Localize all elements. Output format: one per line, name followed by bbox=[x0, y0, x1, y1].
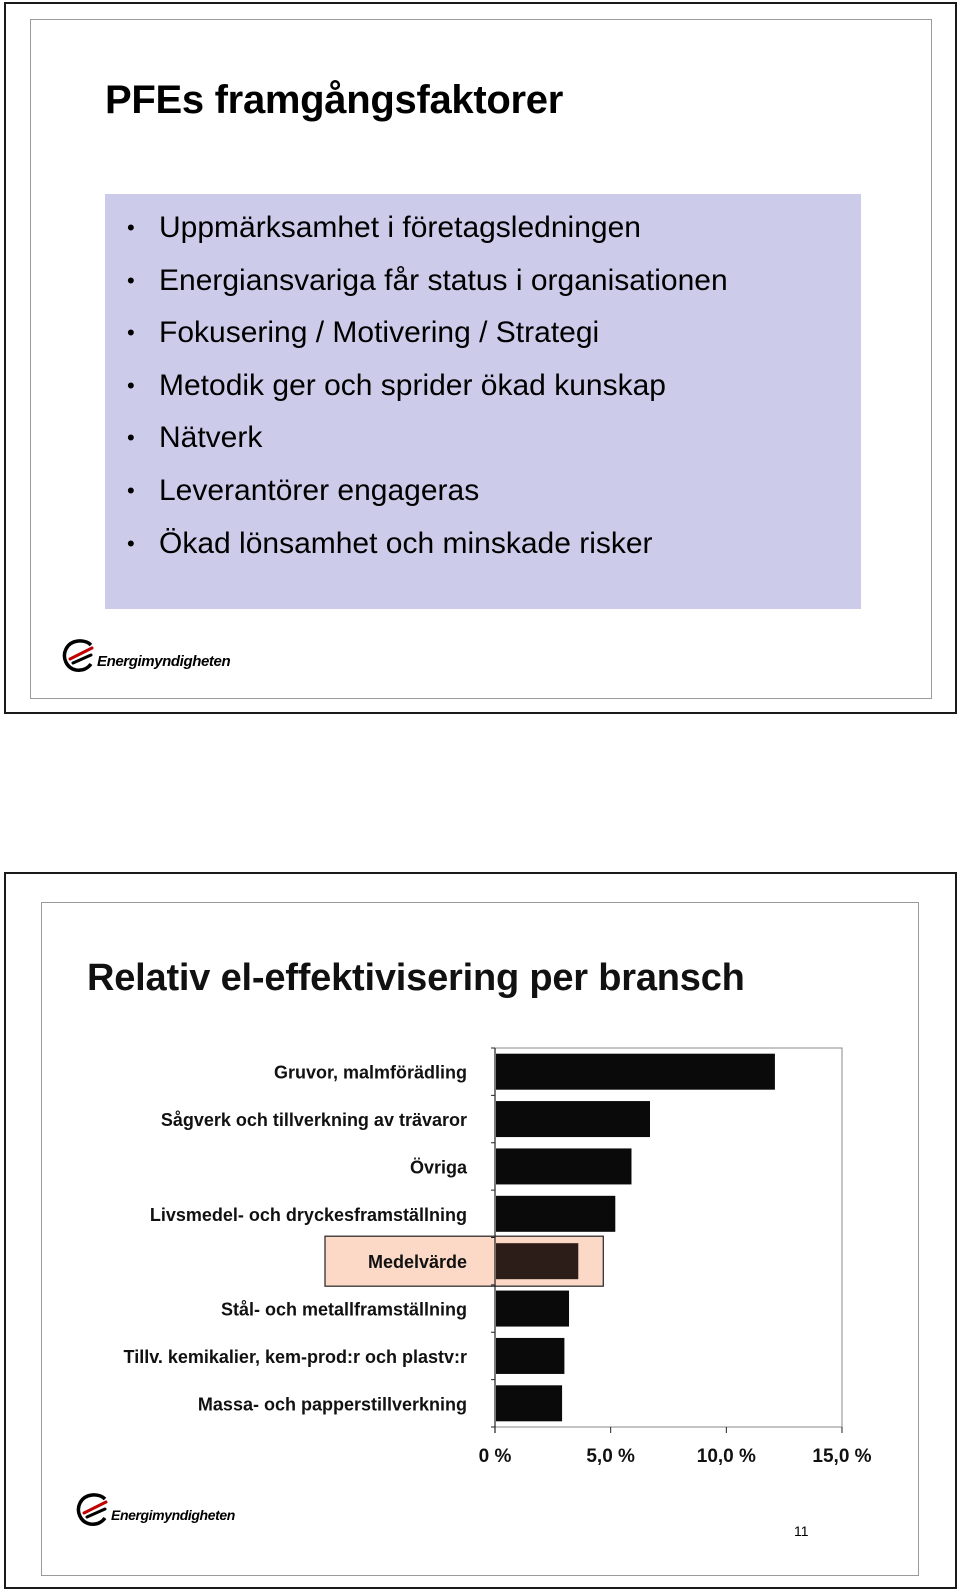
category-label: Massa- och papperstillverkning bbox=[197, 1394, 467, 1415]
x-tick-label: 10,0 % bbox=[696, 1446, 756, 1467]
slide-2 bbox=[41, 902, 919, 1576]
x-tick-label: 0 % bbox=[478, 1446, 512, 1467]
slide-2-frame bbox=[4, 872, 957, 1589]
bar bbox=[496, 1148, 631, 1184]
bullet-box bbox=[105, 194, 861, 609]
category-label: Stål- och metallframställning bbox=[220, 1299, 467, 1320]
bullet-list bbox=[123, 202, 728, 570]
bullet-item: • Energiansvariga får status i organisationen bbox=[123, 255, 728, 308]
bullet-icon: • bbox=[127, 320, 135, 346]
bullet-icon: • bbox=[127, 267, 135, 293]
bullet-icon: • bbox=[127, 530, 135, 556]
bullet-item: • Nätverk bbox=[123, 412, 728, 465]
bar bbox=[496, 1196, 615, 1232]
category-label: Tillv. kemikalier, kem-prod:r och plastv:r bbox=[123, 1346, 467, 1367]
energimyndigheten-logo bbox=[75, 1491, 235, 1527]
page-number: 11 bbox=[794, 1523, 809, 1539]
bar bbox=[496, 1291, 569, 1327]
bar bbox=[496, 1054, 775, 1090]
bullet-icon: • bbox=[127, 477, 135, 503]
bar bbox=[496, 1243, 578, 1279]
bar bbox=[496, 1101, 650, 1137]
slide-1 bbox=[30, 19, 932, 699]
category-label: Medelvärde bbox=[367, 1252, 467, 1273]
bar bbox=[496, 1338, 564, 1374]
energimyndigheten-logo bbox=[61, 637, 230, 673]
bullet-item: • Fokusering / Motivering / Strategi bbox=[123, 307, 728, 360]
logo-swoosh-icon bbox=[61, 637, 95, 673]
category-label: Gruvor, malmförädling bbox=[273, 1062, 467, 1083]
logo-swoosh-icon bbox=[75, 1491, 109, 1527]
category-label: Sågverk och tillverkning av trävaror bbox=[160, 1110, 467, 1131]
bullet-item: • Uppmärksamhet i företagsledningen bbox=[123, 202, 728, 255]
category-label: Övriga bbox=[409, 1157, 467, 1178]
x-tick-label: 5,0 % bbox=[586, 1446, 635, 1467]
bar bbox=[496, 1385, 562, 1421]
category-label: Livsmedel- och dryckesframställning bbox=[149, 1204, 467, 1225]
chart-title: Relativ el-effektivisering per bransch bbox=[87, 957, 745, 999]
slide-title: PFEs framgångsfaktorer bbox=[105, 78, 563, 122]
bullet-item: • Ökad lönsamhet och minskade risker bbox=[123, 518, 728, 571]
slide-1-frame bbox=[4, 2, 957, 714]
bullet-item: • Metodik ger och sprider ökad kunskap bbox=[123, 360, 728, 413]
bar-chart bbox=[42, 903, 918, 1503]
x-tick-label: 15,0 % bbox=[812, 1446, 872, 1467]
bullet-icon: • bbox=[127, 372, 135, 398]
bullet-icon: • bbox=[127, 215, 135, 240]
logo-text: Energimyndigheten bbox=[111, 1507, 235, 1523]
bullet-icon: • bbox=[127, 425, 135, 451]
bullet-item: • Leverantörer engageras bbox=[123, 465, 728, 518]
logo-text: Energimyndigheten bbox=[97, 652, 231, 670]
